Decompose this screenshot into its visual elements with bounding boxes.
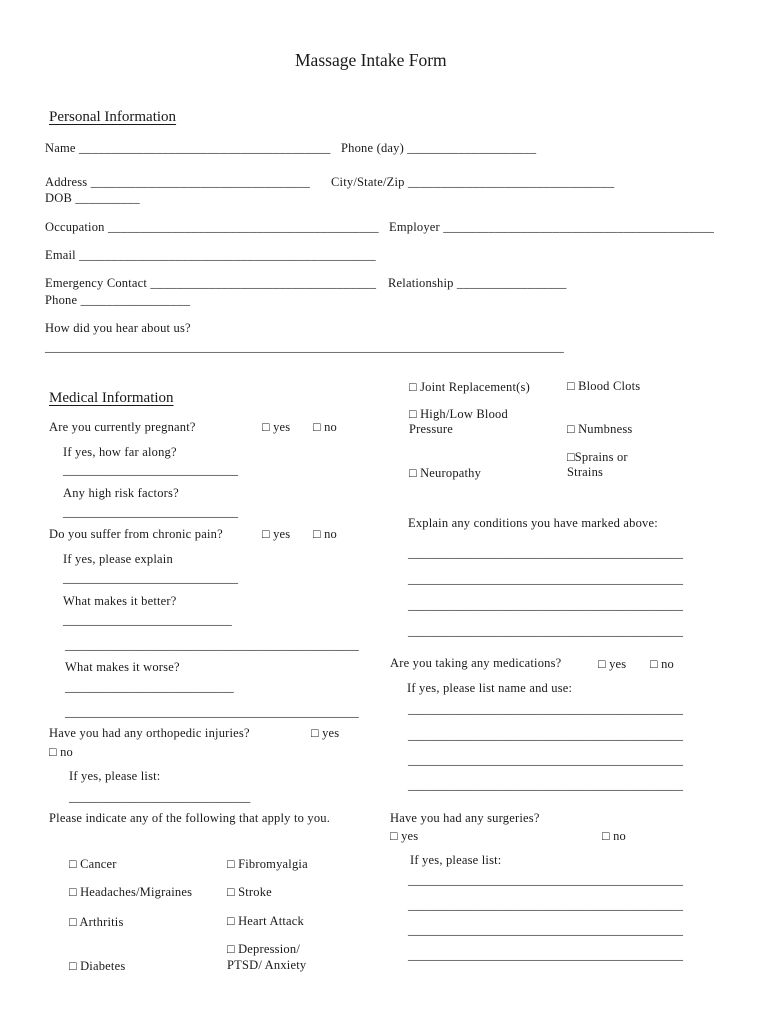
explain-field[interactable]: ____________________________	[63, 571, 238, 585]
surgeries-line-4[interactable]: ____________________________________________	[408, 948, 683, 962]
explain-conditions-line-3[interactable]: ____________________________________________	[408, 598, 683, 612]
headaches-checkbox[interactable]: □ Headaches/Migraines	[69, 885, 193, 899]
medications-line-2[interactable]: ____________________________________________	[408, 728, 683, 742]
how-far-label: If yes, how far along?	[63, 445, 177, 459]
employer-field[interactable]: Employer __________________________________________	[389, 220, 715, 234]
explain-conditions-line-2[interactable]: ____________________________________________	[408, 572, 683, 586]
cancer-checkbox[interactable]: □ Cancer	[69, 857, 117, 871]
indicate-label: Please indicate any of the following that apply to you.	[49, 811, 331, 825]
occupation-field[interactable]: Occupation __________________________________________	[45, 220, 379, 234]
heart-attack-checkbox[interactable]: □ Heart Attack	[227, 914, 304, 928]
hear-about-label: How did you hear about us?	[45, 321, 191, 335]
phone-day-field[interactable]: Phone (day) ____________________	[341, 141, 537, 155]
diabetes-checkbox[interactable]: □ Diabetes	[69, 959, 126, 973]
numbness-checkbox[interactable]: □ Numbness	[567, 422, 633, 436]
arthritis-checkbox[interactable]: □ Arthritis	[69, 915, 124, 929]
blood-pressure-checkbox[interactable]: □ High/Low Blood	[409, 407, 508, 421]
explain-conditions-label: Explain any conditions you have marked above:	[408, 516, 658, 530]
neuropathy-checkbox[interactable]: □ Neuropathy	[409, 466, 482, 480]
joint-replacement-checkbox[interactable]: □ Joint Replacement(s)	[409, 380, 530, 394]
sprains-label-line2: Strains	[567, 465, 604, 479]
blood-clots-checkbox[interactable]: □ Blood Clots	[567, 379, 641, 393]
phone-field[interactable]: Phone _________________	[45, 293, 191, 307]
better-field-2[interactable]: _______________________________________________	[65, 638, 359, 652]
depression-checkbox[interactable]: □ Depression/	[227, 942, 300, 956]
chronic-pain-question: Do you suffer from chronic pain?	[49, 527, 223, 541]
explain-conditions-line-4[interactable]: ____________________________________________	[408, 624, 683, 638]
surgeries-line-1[interactable]: ____________________________________________	[408, 873, 683, 887]
medications-question: Are you taking any medications?	[390, 656, 562, 670]
pregnant-question: Are you currently pregnant?	[49, 420, 196, 434]
dob-field[interactable]: DOB __________	[45, 191, 140, 205]
stroke-checkbox[interactable]: □ Stroke	[227, 885, 272, 899]
emergency-contact-field[interactable]: Emergency Contact ___________________________________	[45, 276, 377, 290]
name-field[interactable]: Name _______________________________________	[45, 141, 331, 155]
fibromyalgia-checkbox[interactable]: □ Fibromyalgia	[227, 857, 308, 871]
ortho-list-label: If yes, please list:	[69, 769, 161, 783]
surgeries-yes-checkbox[interactable]: □ yes	[390, 829, 419, 843]
surgeries-line-2[interactable]: ____________________________________________	[408, 898, 683, 912]
chronic-no-checkbox[interactable]: □ no	[313, 527, 337, 541]
depression-label-line2: PTSD/ Anxiety	[227, 958, 307, 972]
explain-conditions-line-1[interactable]: ____________________________________________	[408, 546, 683, 560]
high-risk-label: Any high risk factors?	[63, 486, 179, 500]
sprains-checkbox[interactable]: □Sprains or	[567, 450, 628, 464]
medications-no-checkbox[interactable]: □ no	[650, 657, 674, 671]
relationship-field[interactable]: Relationship _________________	[388, 276, 567, 290]
worse-field-2[interactable]: _______________________________________________	[65, 705, 359, 719]
address-field[interactable]: Address __________________________________	[45, 175, 310, 189]
surgeries-question: Have you had any surgeries?	[390, 811, 540, 825]
email-field[interactable]: Email ______________________________________________	[45, 248, 376, 262]
better-label: What makes it better?	[63, 594, 177, 608]
medications-line-3[interactable]: ____________________________________________	[408, 753, 683, 767]
ortho-question: Have you had any orthopedic injuries?	[49, 726, 250, 740]
worse-label: What makes it worse?	[65, 660, 180, 674]
pregnant-no-checkbox[interactable]: □ no	[313, 420, 337, 434]
ortho-yes-checkbox[interactable]: □ yes	[311, 726, 340, 740]
hear-about-field[interactable]: ___________________________________________________________________________________	[45, 340, 564, 354]
pregnant-yes-checkbox[interactable]: □ yes	[262, 420, 291, 434]
how-far-field[interactable]: ____________________________	[63, 463, 238, 477]
medications-line-1[interactable]: ____________________________________________	[408, 702, 683, 716]
better-field[interactable]: ___________________________	[63, 613, 232, 627]
page-title: Massage Intake Form	[295, 50, 447, 70]
medications-list-label: If yes, please list name and use:	[407, 681, 573, 695]
medications-line-4[interactable]: ____________________________________________	[408, 778, 683, 792]
ortho-list-field[interactable]: _____________________________	[69, 790, 251, 804]
surgeries-list-label: If yes, please list:	[410, 853, 502, 867]
city-state-zip-field[interactable]: City/State/Zip ________________________________	[331, 175, 615, 189]
personal-info-heading: Personal Information	[49, 109, 177, 125]
blood-pressure-label-line2: Pressure	[409, 422, 453, 436]
medications-yes-checkbox[interactable]: □ yes	[598, 657, 627, 671]
high-risk-field[interactable]: ____________________________	[63, 505, 238, 519]
surgeries-line-3[interactable]: ____________________________________________	[408, 923, 683, 937]
medical-info-heading: Medical Information	[49, 390, 174, 406]
chronic-yes-checkbox[interactable]: □ yes	[262, 527, 291, 541]
ortho-no-checkbox[interactable]: □ no	[49, 745, 73, 759]
explain-label: If yes, please explain	[63, 552, 173, 566]
worse-field[interactable]: ___________________________	[65, 680, 234, 694]
surgeries-no-checkbox[interactable]: □ no	[602, 829, 626, 843]
